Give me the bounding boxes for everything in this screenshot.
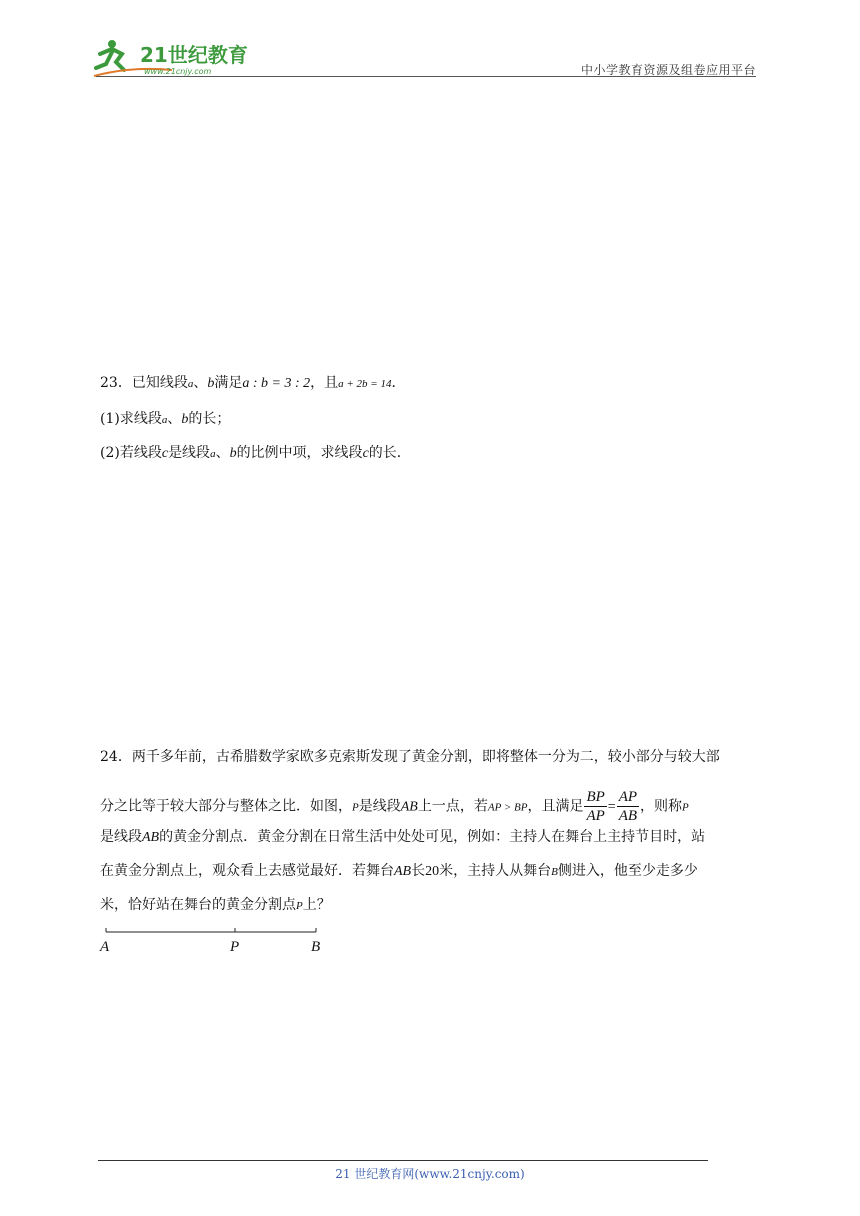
q24-l2-P: P <box>352 801 359 814</box>
q23-ratio: a : b = 3 : 2 <box>242 376 311 391</box>
frac2-num: AP <box>618 789 638 805</box>
q24-l4-c: 米，主持人从舞台 <box>439 863 552 879</box>
fraction-bp-over-ap <box>584 788 606 825</box>
q23-p1-suffix: 的长； <box>188 411 231 427</box>
footer-divider <box>98 1160 708 1161</box>
q24-line-2 <box>100 788 689 825</box>
label-a: A <box>100 939 110 955</box>
q24-l5-a: 米，恰好站在舞台的黄金分割点 <box>100 897 296 913</box>
logo-text: 21世纪教育 <box>140 43 248 67</box>
site-logo <box>92 36 262 80</box>
q24-l4-AB: AB <box>394 864 412 879</box>
segment-figure <box>98 922 328 958</box>
label-p: P <box>230 939 240 955</box>
q23-p1-a: a <box>161 414 168 426</box>
q23-part-2 <box>100 442 411 465</box>
q23-p2-suffix: 的长． <box>368 445 411 461</box>
q23-p2-prefix: (2)若线段 <box>100 445 162 461</box>
frac-equals: = <box>607 799 616 815</box>
q23-satisfy: 满足 <box>214 375 243 391</box>
q24-l2-ineq: AP > BP <box>487 801 528 814</box>
q24-l4-a: 在黄金分割点上，观众看上去感觉最好．若舞台 <box>100 863 394 879</box>
q24-l4-B: B <box>551 866 558 878</box>
q24-l2-AB: AB <box>400 799 418 815</box>
q24-line-1: 24．两千多年前，古希腊数学家欧多克索斯发现了黄金分割，即将整体一分为二，较小部分与较大部 <box>100 749 720 765</box>
q23-var-a: a <box>187 378 194 390</box>
logo-url-text: www.21cnjy.com <box>144 67 212 76</box>
q23-part-1 <box>100 408 230 431</box>
q24-l3-a: 是线段 <box>100 829 142 845</box>
q24-line-5 <box>100 894 331 917</box>
q24-l5-b: 上？ <box>302 897 331 913</box>
frac2-den: AB <box>618 808 638 824</box>
runner-logo-icon <box>92 36 262 80</box>
q23-p1-prefix: (1)求线段 <box>100 411 162 427</box>
q23-p2-mid2: 的比例中项，求线段 <box>236 445 363 461</box>
q23-p1-b: b <box>181 412 189 427</box>
q23-p1-sep: 、 <box>167 411 182 427</box>
q23-p2-c2: c <box>362 446 369 461</box>
q23-end: ． <box>391 375 406 391</box>
q23-intro: 已知线段 <box>131 375 188 391</box>
q23-var-b: b <box>207 376 215 391</box>
question-23 <box>100 372 405 395</box>
q24-l2-b: 是线段 <box>358 798 401 815</box>
q24-l2-P2: P <box>682 801 689 814</box>
q24-l2-c: 上一点，若 <box>417 798 488 815</box>
q23-p2-c: c <box>161 446 169 461</box>
frac1-den: AP <box>586 808 605 824</box>
header-tagline: 中小学教育资源及组卷应用平台 <box>580 63 756 77</box>
q23-p2-sep: 、 <box>215 445 230 461</box>
q24-l4-d: 侧进入，他至少走多少 <box>557 863 698 879</box>
q24-line-3 <box>100 826 705 849</box>
header-divider <box>96 76 756 77</box>
q24-l5-P: P <box>296 900 303 912</box>
q23-number: 23． <box>100 375 132 391</box>
q24-l4-b: 长 <box>411 863 426 879</box>
q24-l4-len: 20 <box>425 864 440 879</box>
q23-and: ，且 <box>310 375 339 391</box>
q24-l2-e: ，则称 <box>640 798 683 815</box>
q24-l2-d: ，且满足 <box>527 798 584 815</box>
q24-l3-b: 的黄金分割点．黄金分割在日常生活中处处可见，例如：主持人在舞台上主持节目时，站 <box>159 829 706 845</box>
q23-p2-b: b <box>229 446 237 461</box>
footer-link[interactable]: 21 世纪教育网(www.21cnjy.com) <box>335 1167 525 1181</box>
frac1-num: BP <box>586 789 605 805</box>
q23-p2-mid1: 是线段 <box>168 445 211 461</box>
q23-p2-a: a <box>210 448 216 460</box>
fraction-ap-over-ab <box>617 788 639 825</box>
label-b: B <box>311 939 321 955</box>
q24-l3-AB: AB <box>142 830 160 845</box>
q24-line-4 <box>100 860 698 883</box>
q23-sum: a + 2b = 14 <box>338 378 392 390</box>
q24-l2-a: 分之比等于较大部分与整体之比．如图， <box>100 798 352 815</box>
q23-sep: 、 <box>193 375 208 391</box>
